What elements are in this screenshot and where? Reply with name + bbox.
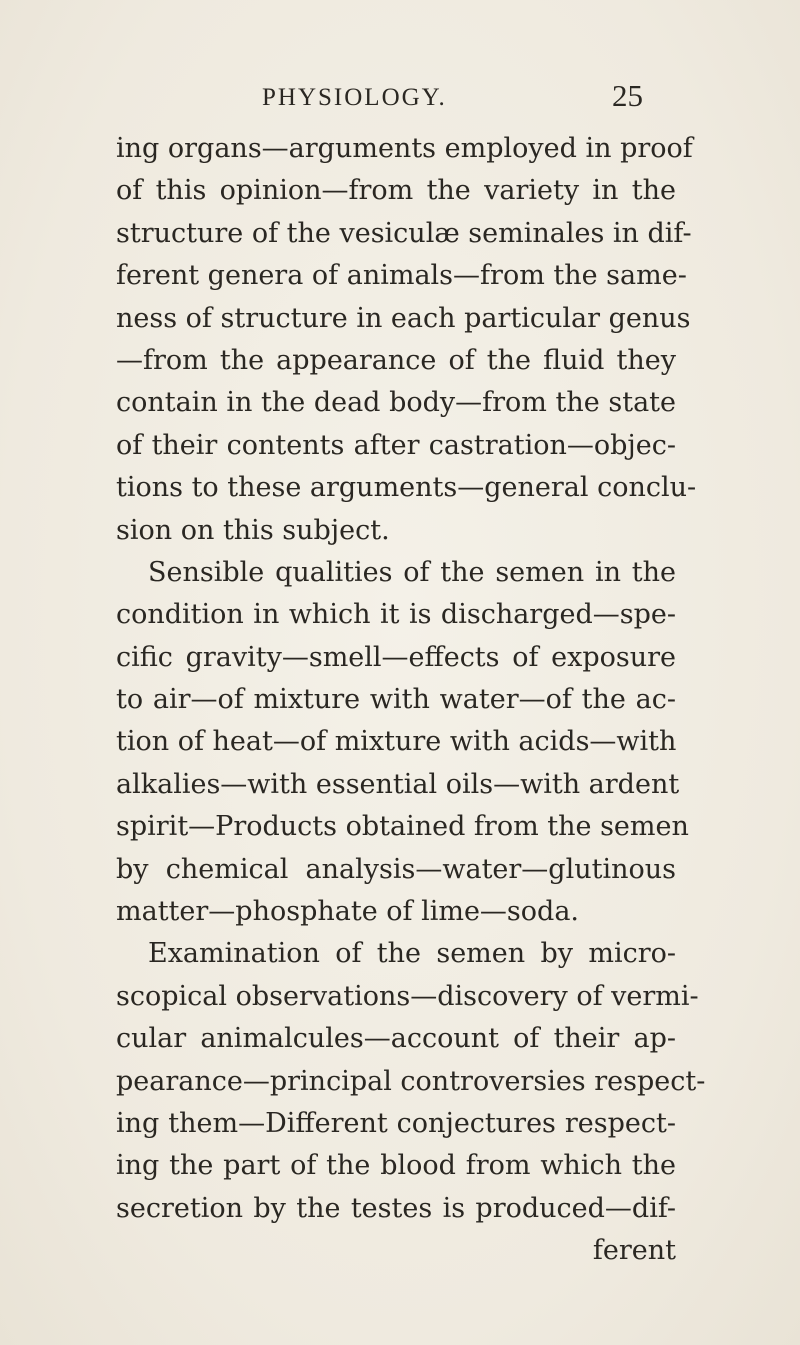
text-line: ing organs—arguments employed in proof (116, 133, 693, 164)
text-line: to air—of mixture with water—of the ac- (116, 684, 676, 716)
text-line: spirit—Products obtained from the semen (116, 811, 689, 843)
page-number: 25 (612, 78, 643, 113)
text-line: tion of heat—of mixture with acids—with (116, 726, 677, 758)
text-line: alkalies—with essential oils—with ardent (116, 768, 680, 800)
text-line: contain in the dead body—from the state (116, 387, 676, 419)
paragraph-start-line: Examination of the semen by micro- (148, 938, 676, 970)
text-line: scopical observations—discovery of vermi- (116, 980, 699, 1012)
text-line: ing the part of the blood from which the (116, 1150, 676, 1182)
text-line: of this opinion—from the variety in the (116, 175, 676, 207)
text-line: matter—phosphate of lime—soda. (116, 896, 580, 928)
running-head (0, 78, 800, 118)
text-line: ferent genera of animals—from the same- (116, 260, 687, 292)
text-line: sion on this subject. (116, 514, 390, 546)
text-line: structure of the vesiculæ seminales in dif- (116, 217, 692, 249)
text-line: of their contents after castration—objec- (116, 429, 676, 461)
text-line: by chemical analysis—water—glutinous (116, 853, 676, 885)
running-title: PHYSIOLOGY. (262, 84, 447, 111)
paragraph-start-line: Sensible qualities of the semen in the (148, 556, 676, 588)
body-text (116, 128, 706, 1273)
text-line: ing them—Different conjectures respect- (116, 1107, 676, 1139)
text-line: —from the appearance of the fluid they (116, 344, 676, 376)
text-line: cific gravity—smell—effects of exposure (116, 641, 676, 673)
text-line: tions to these arguments—general conclu- (116, 472, 697, 504)
catchword: ferent (592, 1235, 676, 1267)
text-line: cular animalcules—account of their ap- (116, 1023, 676, 1055)
text-line: ness of structure in each particular genus (116, 302, 691, 334)
text-line: pearance—principal controversies respect- (116, 1065, 706, 1097)
text-line: secretion by the testes is produced—dif- (116, 1192, 676, 1224)
text-line: condition in which it is discharged—spe- (116, 599, 676, 631)
